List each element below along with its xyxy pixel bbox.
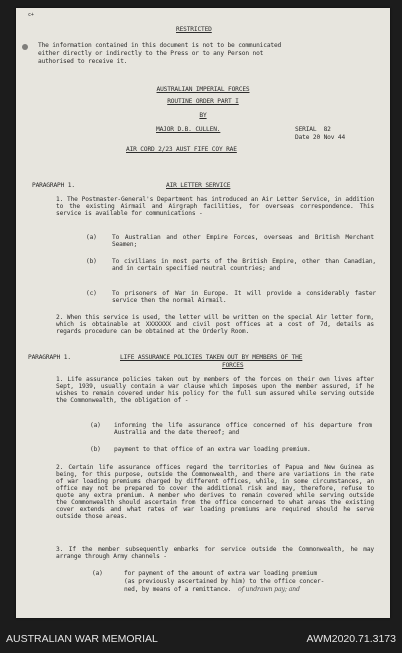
life-assurance-a-text: informing the life assurance office concerned of his departure from Australia and the date thereof; and <box>114 422 372 436</box>
restricted-heading: RESTRICTED <box>176 26 212 33</box>
life-assurance-item-3: 3. If the member subsequently embarks for service outside the Commonwealth, he may arrange through Army channels - <box>56 546 374 560</box>
footer-accession-number: AWM2020.71.3173 <box>306 633 396 645</box>
life-assurance-3a-line-1: for payment of the amount of extra war loading premium <box>124 570 318 577</box>
air-letter-a-label: (a) <box>86 234 97 241</box>
life-assurance-3a-line-2: (as previously ascertained by him) to the office concer- <box>124 578 325 585</box>
air-letter-a-text: To Australian and other Empire Forces, overseas and British Merchant Seamen; <box>112 234 374 248</box>
air-letter-item-1: 1. The Postmaster-General's Department has introduced an Air Letter Service, in addition to the existing Airmail and Airgraph facilities, for overseas correspondence. This service is available for communications - <box>56 196 374 217</box>
footer-institution: AUSTRALIAN WAR MEMORIAL <box>6 633 158 645</box>
title-by: BY <box>199 112 207 119</box>
paragraph-2-heading-line-2: FORCES <box>222 362 244 369</box>
warning-line-3: authorised to receive it. <box>38 58 128 65</box>
air-letter-c-label: (c) <box>86 290 97 297</box>
punch-hole <box>22 44 28 50</box>
corner-mark: c+ <box>28 12 34 18</box>
serial-number: SERIAL 82 <box>295 126 331 133</box>
title-officer: MAJOR D.B. CULLEN. <box>156 126 221 133</box>
title-forces: AUSTRALIAN IMPERIAL FORCES <box>156 86 250 93</box>
life-assurance-b-label: (b) <box>90 446 101 453</box>
life-assurance-a-label: (a) <box>90 422 101 429</box>
document-page <box>16 8 390 618</box>
air-letter-b-label: (b) <box>86 258 97 265</box>
air-letter-c-text: To prisoners of War in Europe. It will provide a considerably faster service then the normal Airmail. <box>112 290 376 304</box>
paragraph-1-heading: AIR LETTER SERVICE <box>166 182 231 189</box>
air-letter-item-2: 2. When this service is used, the letter will be written on the special Air letter form, which is obtainable at XXXXXXX and civil post offices at a cost of 7d, details as regards procedure can be obtained at the Orderly Room. <box>56 314 374 335</box>
paragraph-1-number: PARAGRAPH 1. <box>32 182 75 189</box>
life-assurance-3a-line-3: ned, by means of a remittance. <box>124 586 232 593</box>
title-routine-order: ROUTINE ORDER PART I <box>167 98 239 105</box>
life-assurance-item-1: 1. Life assurance policies taken out by members of the forces on their own lives after Sept, 1939, usually contain a war clause which imposes upon the member assured, if he wishes to remain covered under his policy for the full sum assured while serving outside the Commonwealth, the obligation of - <box>56 376 374 404</box>
archive-footer <box>0 624 402 653</box>
warning-line-1: The information contained in this document is not to be communicated <box>38 42 282 49</box>
air-letter-b-text: To civilians in most parts of the British Empire, other than Canadian, and in certain specified neutral countries; and <box>112 258 376 272</box>
life-assurance-3a-label: (a) <box>92 570 103 577</box>
unit-name: AIR CORD 2/23 AUST FIFE COY RAE <box>126 146 237 153</box>
paragraph-2-heading-line-1: LIFE ASSURANCE POLICIES TAKEN OUT BY MEMBERS OF THE <box>120 354 303 361</box>
warning-line-2: either directly or indirectly to the Press or to any Person not <box>38 50 264 57</box>
handwritten-annotation: of undrawn pay; and <box>238 586 300 593</box>
paragraph-2-number: PARAGRAPH 1. <box>28 354 71 361</box>
document-date: Date 20 Nov 44 <box>295 134 346 141</box>
life-assurance-b-text: payment to that office of an extra war loading premium. <box>114 446 311 453</box>
life-assurance-item-2: 2. Certain life assurance offices regard the territories of Papua and New Guinea as being, for this purpose, outside the Commonwealth, and there are variations in the rate of war loading premiums charged by different offices, while, in some circumstances, an office may not be prepared to cover the additional risk and may, therefore, refuse to quote any extra premium. A member who derives to remain covered while serving outside the Commonwealth should ascertain from the office concerned to what areas the existing cover extends and what rates of war loading premiums are required should he serve outside those areas. <box>56 464 374 520</box>
